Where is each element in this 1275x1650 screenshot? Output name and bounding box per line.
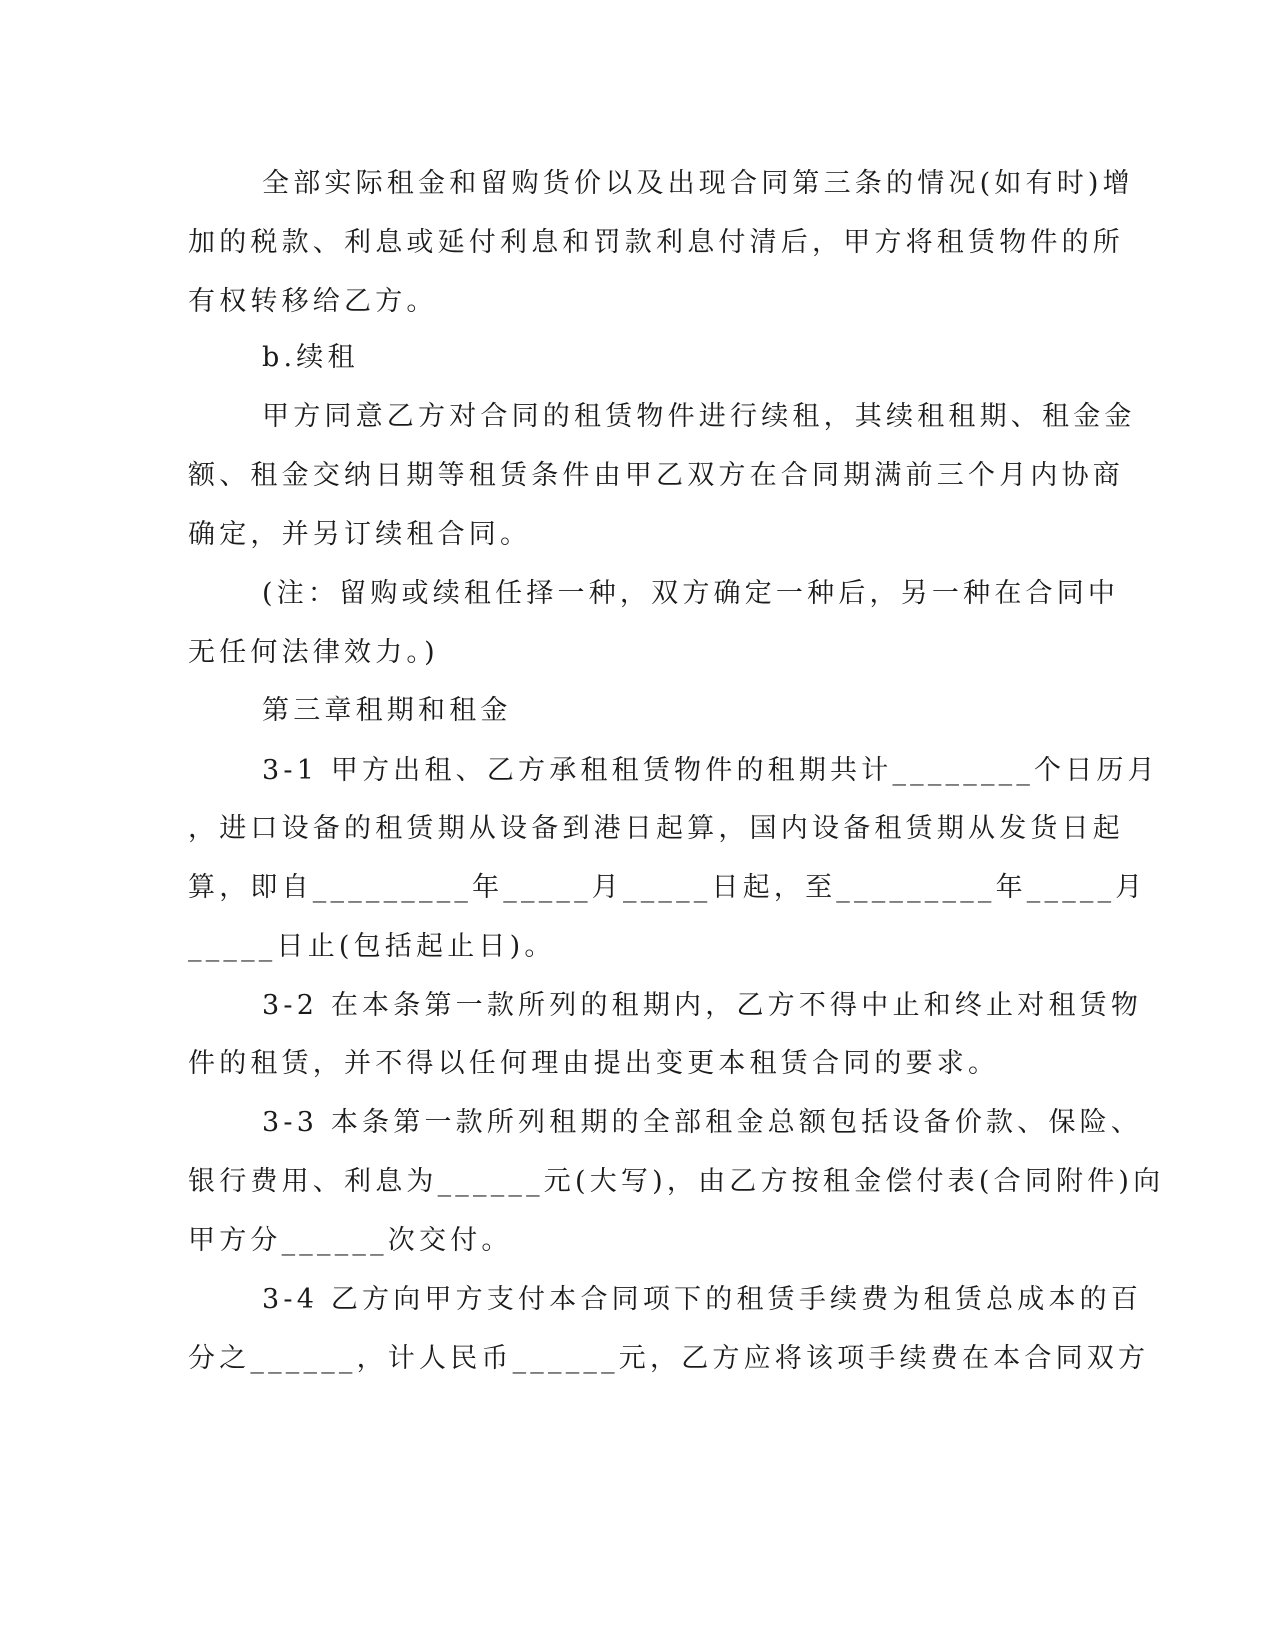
text-line: 3-4 乙方向甲方支付本合同项下的租赁手续费为租赁总成本的百 xyxy=(262,1284,1143,1315)
text-line: 银行费用、利息为______元(大写)，由乙方按租金偿付表(合同附件)向 xyxy=(188,1166,1165,1197)
text-line: 3-3 本条第一款所列租期的全部租金总额包括设备价款、保险、 xyxy=(262,1107,1143,1138)
text-line: 分之______，计人民币______元，乙方应将该项手续费在本合同双方 xyxy=(188,1343,1150,1374)
text-line: 3-1 甲方出租、乙方承租租赁物件的租期共计________个日历月 xyxy=(262,755,1159,786)
text-line: b.续租 xyxy=(262,342,359,373)
text-line: 有权转移给乙方。 xyxy=(188,286,438,317)
text-line: 算，即自_________年_____月_____日起，至_________年_____月 xyxy=(188,872,1147,903)
text-line: 加的税款、利息或延付利息和罚款利息付清后，甲方将租赁物件的所 xyxy=(188,227,1124,258)
text-line: 甲方同意乙方对合同的租赁物件进行续租，其续租租期、租金金 xyxy=(262,401,1136,432)
text-line: ，进口设备的租赁期从设备到港日起算，国内设备租赁期从发货日起 xyxy=(188,813,1124,844)
text-line: 确定，并另订续租合同。 xyxy=(188,519,532,550)
text-line: 件的租赁，并不得以任何理由提出变更本租赁合同的要求。 xyxy=(188,1048,1000,1079)
text-line: 甲方分______次交付。 xyxy=(188,1225,513,1256)
text-line: 无任何法律效力。) xyxy=(188,637,439,668)
text-line: 全部实际租金和留购货价以及出现合同第三条的情况(如有时)增 xyxy=(262,168,1134,199)
text-line: 额、租金交纳日期等租赁条件由甲乙双方在合同期满前三个月内协商 xyxy=(188,460,1124,491)
text-line: (注：留购或续租任择一种，双方确定一种后，另一种在合同中 xyxy=(262,578,1120,609)
text-line: _____日止(包括起止日)。 xyxy=(188,931,556,962)
text-line: 3-2 在本条第一款所列的租期内，乙方不得中止和终止对租赁物 xyxy=(262,990,1143,1021)
chapter-heading: 第三章租期和租金 xyxy=(262,695,512,726)
